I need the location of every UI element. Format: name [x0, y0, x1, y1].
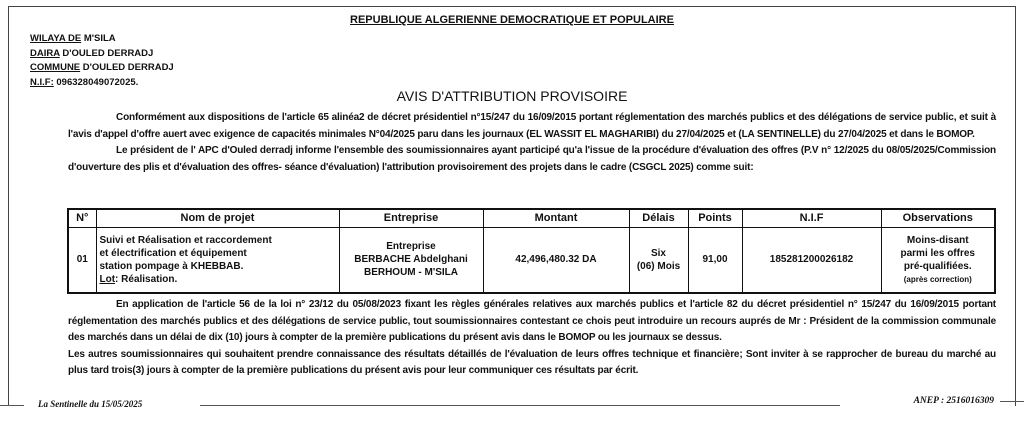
attribution-table — [67, 208, 996, 294]
obs-line: pré-qualifiées. — [903, 260, 972, 272]
points: 91,00 — [688, 227, 742, 293]
company-line: BERBACHE Abdelghani — [354, 254, 468, 266]
observations — [881, 227, 995, 293]
issuer-block — [30, 32, 174, 90]
project-name — [96, 227, 339, 293]
project-line: station pompage à KHEBBAB. — [99, 260, 244, 272]
company — [339, 227, 483, 293]
table-header-row — [68, 209, 995, 227]
closing-paragraph: Les autres soumissionnaires qui souhaitent prendre connaissance des résultats détaillés de l'évaluation de leurs offres technique et financière; Sont inviter à se rapprocher de bureau du marché au plus tard trois(3) jours à compter de la première publications du présent avis pour leur communiquer ces résultats par écrit. — [68, 348, 996, 376]
intro-paragraph: Conformément aux dispositions de l'article 65 alinéa2 de décret présidentiel n°15/247 du 16/09/2015 portant réglementation des marchés publics et des délégations de service public, et suit à l'avis d'appel d'offre auert avec exigence de capacités minimales N°04/2025 paru dans les journaux (EL WASSIT EL MAGHARIBI) du 27/04/2025 et (LA SENTINELLE) du 27/04/2025 et dans le BOMOP. — [68, 112, 996, 140]
nif-label: N.I.F: — [30, 76, 54, 88]
lot: : Réalisation. — [115, 273, 178, 285]
company-line: Entreprise — [386, 241, 436, 253]
col-header: Entreprise — [339, 209, 483, 227]
obs-note: (après correction) — [903, 274, 972, 284]
obs-line: parmi les offres — [900, 247, 975, 259]
company-nif: 185281200026182 — [742, 227, 881, 293]
footer-rule — [200, 405, 840, 406]
table-row — [68, 227, 995, 293]
wilaya: M'SILA — [81, 33, 116, 44]
closing-text — [68, 297, 996, 380]
footer-rule — [1000, 401, 1024, 402]
col-header: Délais — [629, 209, 688, 227]
daira: D'OULED DERRADJ — [59, 47, 154, 59]
project-line: Suivi et Réalisation et raccordement — [99, 234, 272, 246]
republic-heading: REPUBLIQUE ALGERIENNE DEMOCRATIQUE ET POPULAIRE — [350, 14, 674, 26]
footer-rule — [0, 405, 24, 406]
col-header: N.I.F — [742, 209, 881, 227]
publication-source: La Sentinelle du 15/05/2025 — [38, 399, 143, 409]
project-line: et électrification et équipement — [99, 247, 247, 259]
delay-line: Six — [650, 247, 666, 259]
amount: 42,496,480.32 DA — [483, 227, 629, 293]
col-header: Montant — [483, 209, 629, 227]
commune: D'OULED DERRADJ — [80, 62, 174, 73]
col-header: Points — [688, 209, 742, 227]
intro-paragraph: Le président de l' APC d'Ouled derradj informe l'ensemble des soumissionnaires ayant participé qu'a l'issue de la procédure d'évaluation des offres (P.V n° 12/2025 du 08/05/2025/Commission d'ouverture des plis et d'évaluation des offres- séance d'évaluation) l'attribution provisoirement des projets dans le cadre (CSGCL 2025) comme suit: — [68, 145, 996, 173]
col-header: Nom de projet — [96, 209, 339, 227]
lot-label: Lot — [99, 273, 116, 285]
delay-line: (06) Mois — [636, 260, 681, 272]
col-header: N° — [68, 209, 96, 227]
closing-paragraph: En application de l'article 56 de la loi n° 23/12 du 05/08/2023 fixant les règles générales relatives aux marchés publics et l'article 82 du décret présidentiel n° 15/247 du 16/09/2015 portant réglementation des marchés publics et des délégations de service public, tout soumissionnaires contestant ce chois peut introduire un recours auprés de Mr : Président de la commission communale des marchés dans un délai de dix (10) jours à compter de la première publications du présent avis dans le BOMOP ou les journaux se dessus. — [68, 299, 996, 343]
nif: 096328049072025. — [53, 76, 139, 88]
commune-label: COMMUNE — [30, 62, 81, 73]
wilaya-label: WILAYA DE — [30, 33, 82, 44]
obs-line: Moins-disant — [906, 234, 969, 246]
anep-reference: ANEP : 2516016309 — [913, 396, 994, 406]
col-header: Observations — [881, 209, 995, 227]
delay — [629, 227, 688, 293]
notice-title: AVIS D'ATTRIBUTION PROVISOIRE — [396, 88, 628, 104]
company-line: BERHOUM - M'SILA — [363, 267, 459, 279]
intro-text — [68, 110, 996, 176]
daira-label: DAIRA — [30, 47, 60, 59]
row-number: 01 — [68, 227, 96, 293]
